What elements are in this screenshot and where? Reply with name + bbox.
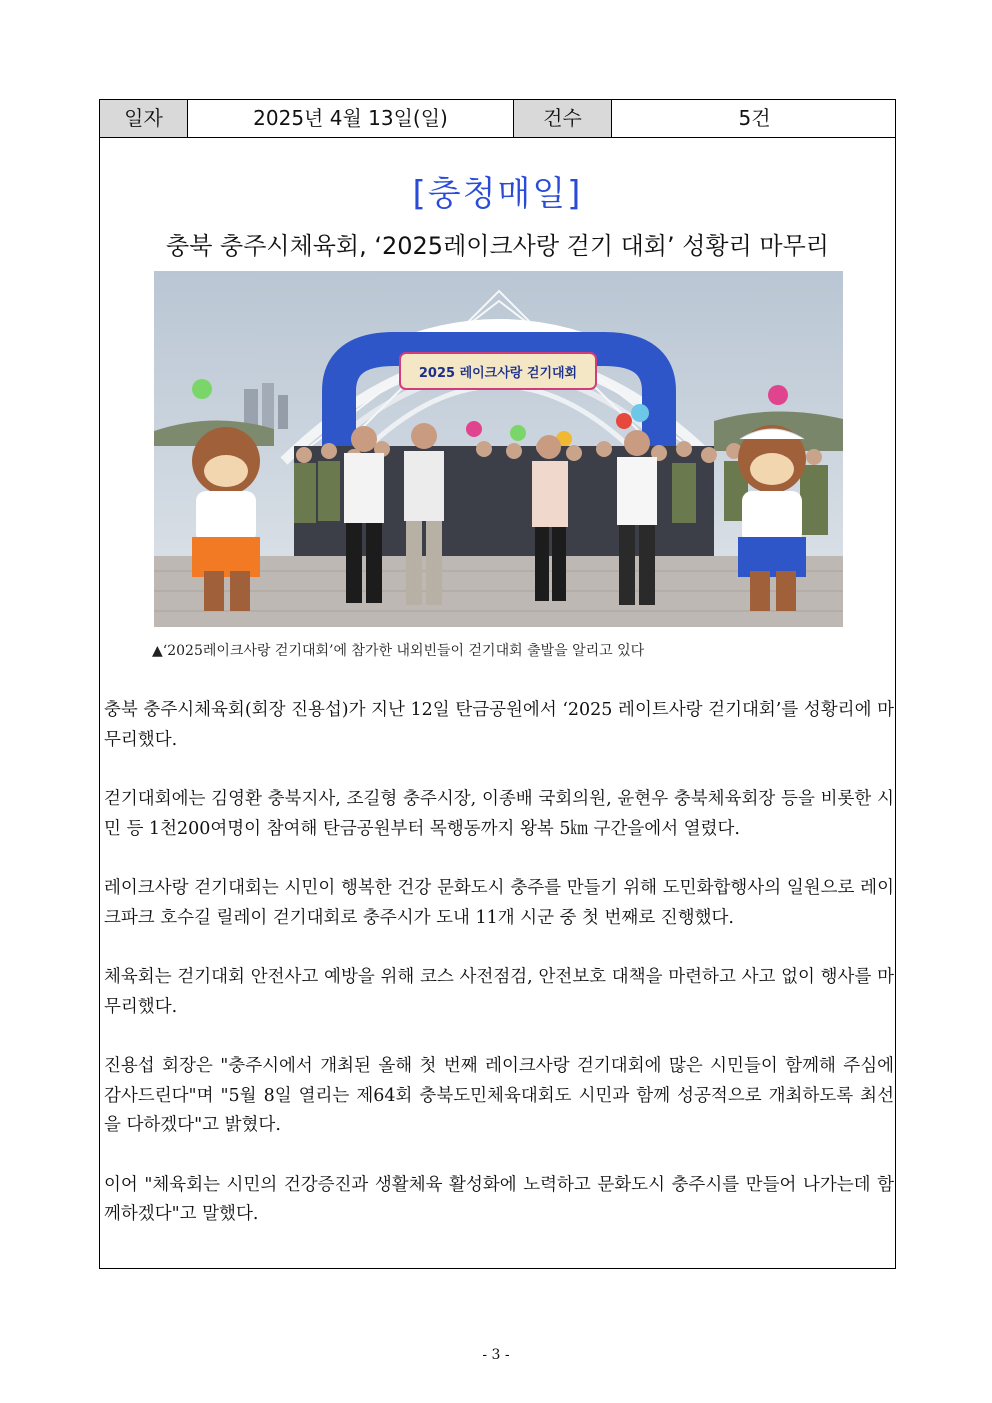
body-paragraph: 걷기대회에는 김영환 충북지사, 조길형 충주시장, 이종배 국회의원, 윤현우 충북체육회장 등을 비롯한 시민 등 1천200여명이 참여해 탄금공원부터 목행동까지 왕복 5㎞ 구간을에서 열렸다.: [104, 789, 894, 839]
body-paragraph: 충북 충주시체육회(회장 진용섭)가 지난 12일 탄금공원에서 ‘2025 레이트사랑 걷기대회’를 성황리에 마무리했다.: [104, 700, 894, 750]
body-paragraph: 체육회는 걷기대회 안전사고 예방을 위해 코스 사전점검, 안전보호 대책을 마련하고 사고 없이 행사를 마무리했다.: [104, 967, 894, 1017]
clipping-sheet: [99, 99, 896, 1269]
page-number: - 3 -: [482, 1347, 510, 1363]
header-table: [100, 100, 895, 138]
banner-text: 2025 레이크사랑 걷기대회: [418, 366, 578, 381]
article-headline: 충북 충주시체육회, ‘2025레이크사랑 걷기 대회’ 성황리 마무리: [166, 232, 829, 260]
count-label: 건수: [514, 100, 612, 137]
date-label: 일자: [100, 100, 188, 137]
newspaper-name: [충청매일]: [412, 174, 583, 214]
body-paragraph: 레이크사랑 걷기대회는 시민이 행복한 건강 문화도시 충주를 만들기 위해 도민화합행사의 일원으로 레이크파크 호수길 릴레이 걷기대회로 충주시가 도내 11개 시군 중 첫 번째로 진행했다.: [104, 878, 894, 928]
count-value: 5건: [738, 106, 771, 130]
body-paragraph: 이어 "체육회는 시민의 건강증진과 생활체육 활성화에 노력하고 문화도시 충주시를 만들어 나가는데 함께하겠다"고 말했다.: [104, 1174, 894, 1224]
article-photo: [154, 271, 843, 627]
body-paragraph: 진용섭 회장은 "충주시에서 개최된 올해 첫 번째 레이크사랑 걷기대회에 많은 시민들이 함께해 주심에 감사드린다"며 "5월 8일 열리는 제64회 충북도민체육대회도 시민과 함께 성공적으로 개최하도록 최선을 다하겠다"고 밝혔다.: [104, 1056, 894, 1135]
article-body: [104, 696, 894, 1260]
photo-caption: ▲‘2025레이크사랑 걷기대회’에 참가한 내외빈들이 걷기대회 출발을 알리고 있다: [152, 643, 645, 659]
date-value: 2025년 4월 13일(일): [188, 100, 514, 137]
